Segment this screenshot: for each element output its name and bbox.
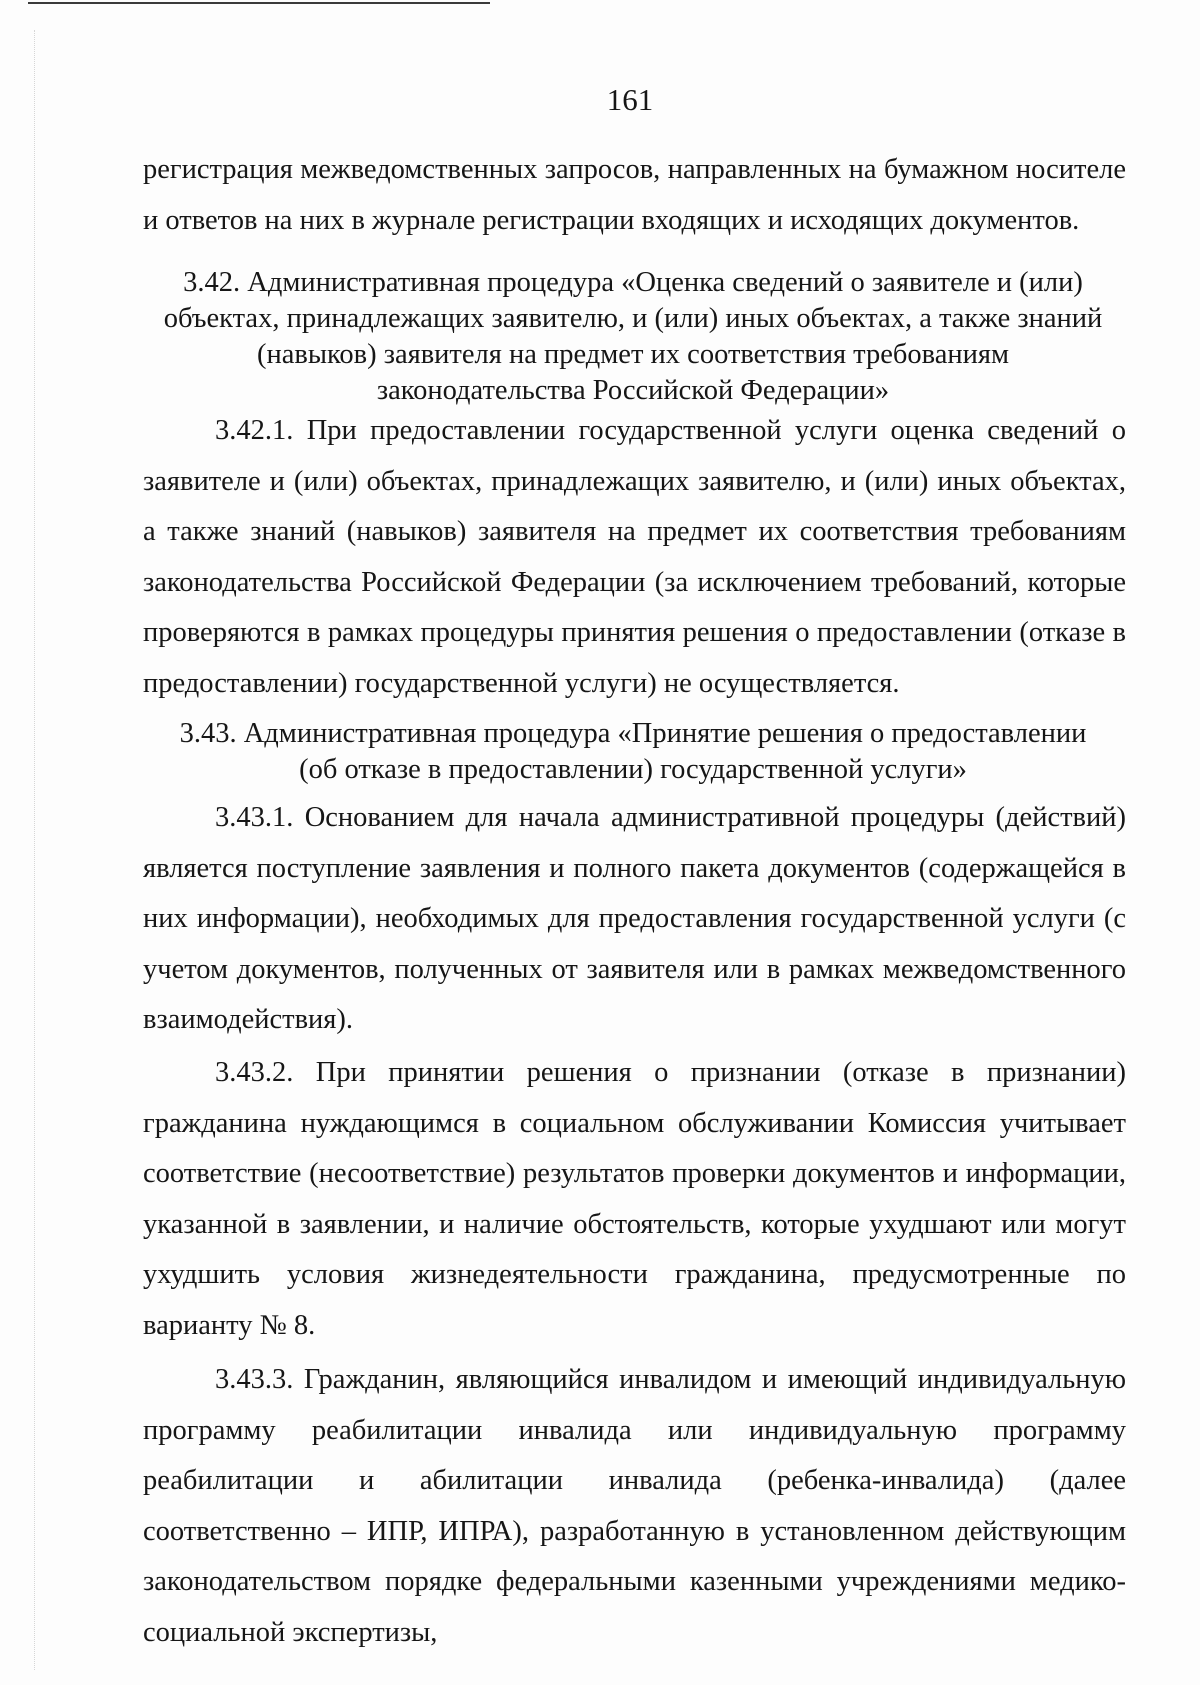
section-3-42-heading: 3.42. Административная процедура «Оценка сведений о заявителе и (или) объектах, принадлежащих заявителю, и (или) иных объектах, а также знаний (навыков) заявителя на предмет их соответствия требованиям законодательства Российской Федерации» (163, 267, 1103, 406)
section-3-43-heading-block (158, 716, 1108, 788)
top-rule (28, 2, 490, 4)
para-3-43-2: 3.43.2. При принятии решения о признании (отказе в признании) гражданина нуждающимся в социальном обслуживании Комиссия учитывает соответствие (несоответствие) результатов проверки документов и информации, указанной в заявлении, и наличие обстоятельств, которые ухудшают или могут ухудшить условия жизнедеятельности гражданина, предусмотренные по варианту № 8. (143, 1057, 1126, 1341)
intro-paragraph: регистрация межведомственных запросов, направленных на бумажном носителе и ответов на них в журнале регистрации входящих и исходящих документов. (143, 154, 1126, 236)
scan-edge (34, 30, 35, 1670)
para-3-42-1: 3.42.1. При предоставлении государственной услуги оценка сведений о заявителе и (или) объектах, принадлежащих заявителю, и (или) иных объектах, а также знаний (навыков) заявителя на предмет их соответствия требованиям законодательства Российской Федерации (за исключением требований, которые проверяются в рамках процедуры принятия решения о предоставлении (отказе в предоставлении) государственной услуги) не осуществляется. (143, 415, 1126, 699)
intro-paragraph-block (143, 145, 1126, 246)
para-3-42-1-block (143, 406, 1126, 709)
page-number: 161 (606, 82, 654, 117)
para-3-43-3-block (143, 1355, 1126, 1658)
para-3-43-1-block (143, 793, 1126, 1046)
section-3-42-heading-block (158, 265, 1108, 409)
section-3-43-heading: 3.43. Административная процедура «Принятие решения о предоставлении (об отказе в предоставлении) государственной услуги» (179, 718, 1087, 785)
para-3-43-2-block (143, 1048, 1126, 1351)
para-3-43-1: 3.43.1. Основанием для начала административной процедуры (действий) является поступление заявления и полного пакета документов (содержащейся в них информации), необходимых для предоставления государственной услуги (с учетом документов, полученных от заявителя или в рамках межведомственного взаимодействия). (143, 802, 1126, 1035)
para-3-43-3: 3.43.3. Гражданин, являющийся инвалидом и имеющий индивидуальную программу реабилитации инвалида или индивидуальную программу реабилитации и абилитации инвалида (ребенка-инвалида) (далее соответственно – ИПР, ИПРА), разработанную в установленном действующим законодательством порядке федеральными казенными учреждениями медико-социальной экспертизы, (143, 1364, 1126, 1648)
